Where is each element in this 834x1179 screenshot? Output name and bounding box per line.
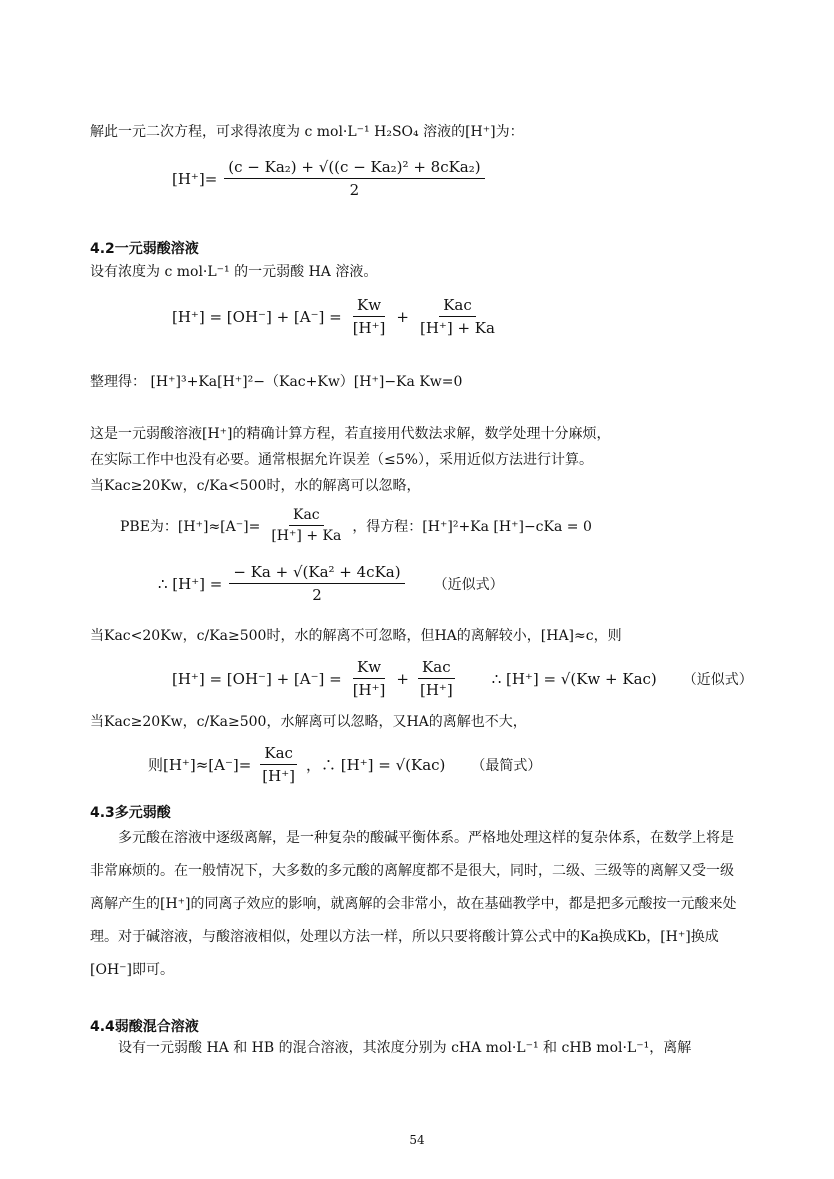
paragraph: 设有一元弱酸 HA 和 HB 的混合溶液，其浓度分别为 cHA mol·L⁻¹ 和 cHB mol·L⁻¹，离解 [118,1040,692,1056]
plus-sign: + [396,307,409,326]
fraction [267,507,345,544]
fraction [416,296,499,337]
plus-sign: + [396,669,409,688]
equation-approx-1 [158,563,504,604]
text-line: 这是一元弱酸溶液[H⁺]的精确计算方程，若直接用代数法求解，数学处理十分麻烦， [90,426,611,442]
fraction [416,658,457,699]
text-line: 解此一元二次方程，可求得浓度为 c mol·L⁻¹ H₂SO₄ 溶液的[H⁺]为： [90,124,524,140]
equation-lhs: [H⁺] = [OH⁻] + [A⁻] = [172,307,342,326]
equation-result: ∴ [H⁺] = √(Kw + Kac) [491,669,657,688]
equation-pbe [120,507,592,544]
numerator: Kac [260,744,297,765]
equation-prefix: PBE为：[H⁺]≈[A⁻]= [120,518,261,535]
equation-prefix: 则[H⁺]≈[A⁻]= [148,756,252,774]
fraction [349,658,390,699]
fraction [258,744,299,785]
equation-simplest [148,744,541,785]
equation-lhs: [H⁺]= [172,169,218,188]
denominator: 2 [349,181,360,199]
numerator: (c − Ka₂) + √((c − Ka₂)² + 8cKa₂) [224,158,484,179]
denominator: [H⁺] + Ka [419,319,495,337]
equation-suffix: ，得方程：[H⁺]²+Ka [H⁺]−cKa = 0 [352,518,592,535]
denominator: [H⁺] [352,681,386,699]
equation-exact [172,296,502,337]
equation-h-sulfuric [172,158,488,199]
equation-note: （近似式） [682,671,753,688]
text-line: 在实际工作中也没有必要。通常根据允许误差（≤5%），采用近似方法进行计算。 [90,452,593,468]
fraction [229,563,404,604]
text-line: 当Kac<20Kw，c/Ka≥500时，水的解离不可忽略，但HA的离解较小，[HA]≈c，则 [90,628,622,644]
section-heading: 4.3多元弱酸 [90,805,171,821]
section-heading: 4.2一元弱酸溶液 [90,241,199,257]
denominator: 2 [312,586,322,604]
equation-note: （近似式） [433,576,504,593]
equation-note: （最简式） [471,757,542,774]
equation-lhs: [H⁺] = [OH⁻] + [A⁻] = [172,669,342,688]
denominator: [H⁺] [262,767,295,785]
numerator: Kw [353,296,385,317]
text-line: 设有浓度为 c mol·L⁻¹ 的一元弱酸 HA 溶液。 [90,264,378,280]
fraction [349,296,390,337]
text-line: 当Kac≥20Kw，c/Ka<500时，水的解离可以忽略， [90,478,421,494]
section-heading: 4.4弱酸混合溶液 [90,1019,199,1035]
equation-approx-2 [172,658,753,699]
page-number: 54 [409,1133,425,1147]
text-line: 当Kac≥20Kw，c/Ka≥500，水解离可以忽略，又HA的离解也不大， [90,714,527,730]
denominator: [H⁺] + Ka [271,528,342,544]
numerator: − Ka + √(Ka² + 4cKa) [229,563,404,584]
equation-lhs: ∴ [H⁺] = [158,574,223,593]
denominator: [H⁺] [419,681,453,699]
numerator: Kac [418,658,455,679]
paragraph: 多元酸在溶液中逐级离解，是一种复杂的酸碱平衡体系。严格地处理这样的复杂体系，在数学上将是非常麻烦的。在一般情况下，大多数的多元酸的离解度都不是很大，同时，二级、三级等的离解又受一级离解产生的[H⁺]的同离子效应的影响，就离解的会非常小，故在基础教学中，都是把多元酸按一元酸来处理。对于碱溶液，与酸溶液相似，处理以方法一样，所以只要将酸计算公式中的Ka换成Kb，[H⁺]换成[OH⁻]即可。 [90,830,737,978]
numerator: Kw [353,658,385,679]
text-line: 整理得： [H⁺]³+Ka[H⁺]²−（Kac+Kw）[H⁺]−Ka Kw=0 [90,374,463,390]
numerator: Kac [289,507,324,526]
denominator: [H⁺] [352,319,386,337]
numerator: Kac [439,296,476,317]
fraction [224,158,484,199]
equation-result: ，∴ [H⁺] = √(Kac) [306,756,446,774]
